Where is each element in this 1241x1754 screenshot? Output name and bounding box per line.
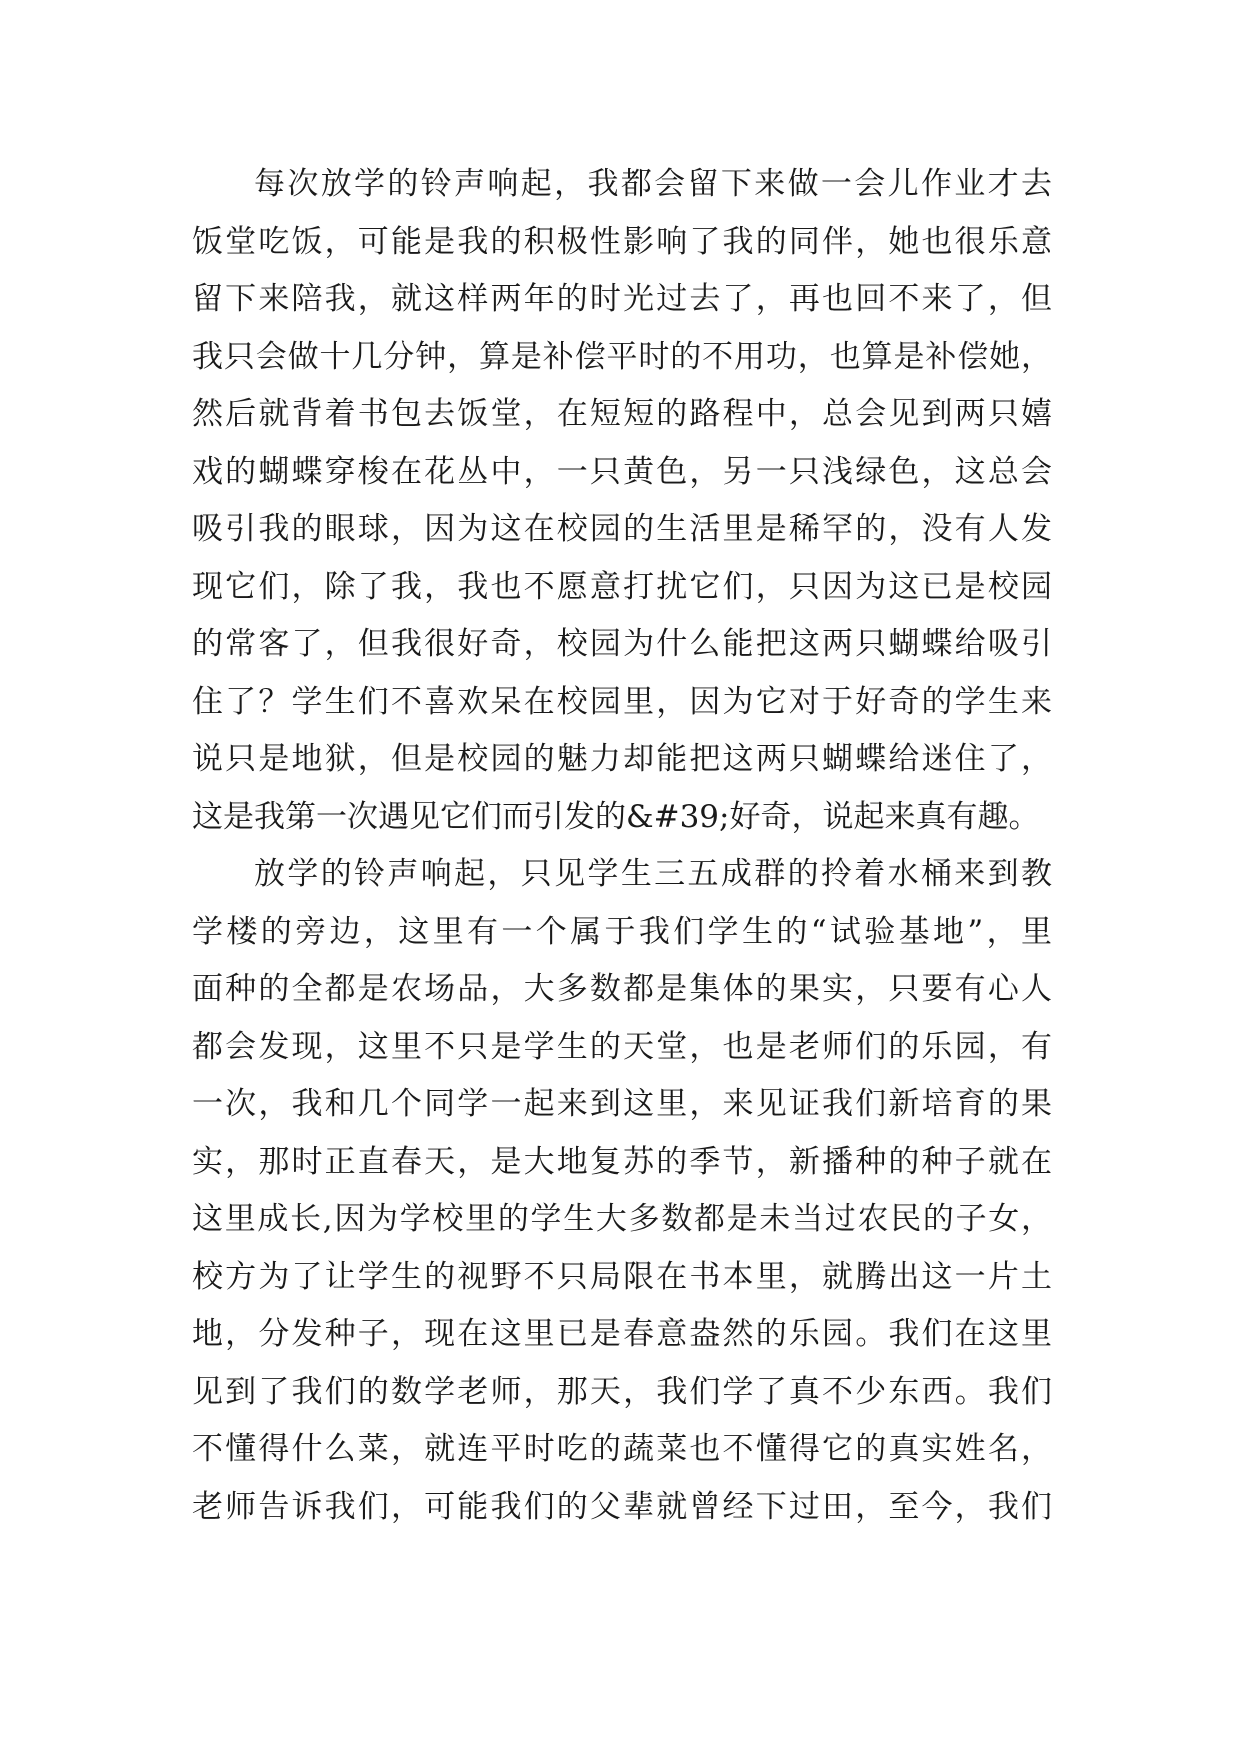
text-line: 留下来陪我，就这样两年的时光过去了，再也回不来了，但 bbox=[192, 281, 1052, 317]
text-line: 都会发现，这里不只是学生的天堂，也是老师们的乐园，有 bbox=[192, 1028, 1052, 1065]
text-line: 面种的全都是农场品，大多数都是集体的果实，只要有心人 bbox=[192, 971, 1052, 1007]
text-line: 我只会做十几分钟，算是补偿平时的不用功，也算是补偿她， bbox=[192, 338, 1052, 375]
text-line: 吸引我的眼球，因为这在校园的生活里是稀罕的，没有人发 bbox=[192, 511, 1052, 547]
text-line: 戏的蝴蝶穿梭在花丛中，一只黄色，另一只浅绿色，这总会 bbox=[192, 453, 1052, 490]
paragraph-2 bbox=[192, 846, 1052, 1536]
body-text bbox=[192, 156, 1052, 1536]
text-line: 学楼的旁边，这里有一个属于我们学生的“试验基地”，里 bbox=[192, 913, 1052, 950]
paragraph-1 bbox=[192, 156, 1052, 846]
text-line: 说只是地狱，但是校园的魅力却能把这两只蝴蝶给迷住了， bbox=[192, 741, 1052, 777]
text-line: 每次放学的铃声响起，我都会留下来做一会儿作业才去 bbox=[254, 166, 1052, 202]
text-line: 住了？学生们不喜欢呆在校园里，因为它对于好奇的学生来 bbox=[192, 683, 1052, 720]
text-line: 的常客了，但我很好奇，校园为什么能把这两只蝴蝶给吸引 bbox=[192, 626, 1052, 662]
text-line: 然后就背着书包去饭堂，在短短的路程中，总会见到两只嬉 bbox=[192, 396, 1052, 432]
text-line: 见到了我们的数学老师，那天，我们学了真不少东西。我们 bbox=[192, 1373, 1052, 1410]
text-line: 这是我第一次遇见它们而引发的&#39;好奇，说起来真有趣。 bbox=[192, 798, 1040, 835]
text-line: 不懂得什么菜，就连平时吃的蔬菜也不懂得它的真实姓名， bbox=[192, 1431, 1052, 1467]
text-line: 实，那时正直春天，是大地复苏的季节，新播种的种子就在 bbox=[192, 1143, 1052, 1180]
text-line: 地，分发种子，现在这里已是春意盎然的乐园。我们在这里 bbox=[192, 1316, 1052, 1352]
text-line: 这里成长,因为学校里的学生大多数都是未当过农民的子女， bbox=[192, 1201, 1052, 1237]
text-line: 一次，我和几个同学一起来到这里，来见证我们新培育的果 bbox=[192, 1086, 1052, 1122]
text-line: 校方为了让学生的视野不只局限在书本里，就腾出这一片土 bbox=[192, 1258, 1052, 1295]
text-line: 现它们，除了我，我也不愿意打扰它们，只因为这已是校园 bbox=[192, 568, 1052, 605]
text-line: 老师告诉我们，可能我们的父辈就曾经下过田，至今，我们 bbox=[192, 1488, 1052, 1525]
text-line: 饭堂吃饭，可能是我的积极性影响了我的同伴，她也很乐意 bbox=[192, 223, 1052, 260]
text-line: 放学的铃声响起，只见学生三五成群的拎着水桶来到教 bbox=[254, 856, 1052, 892]
